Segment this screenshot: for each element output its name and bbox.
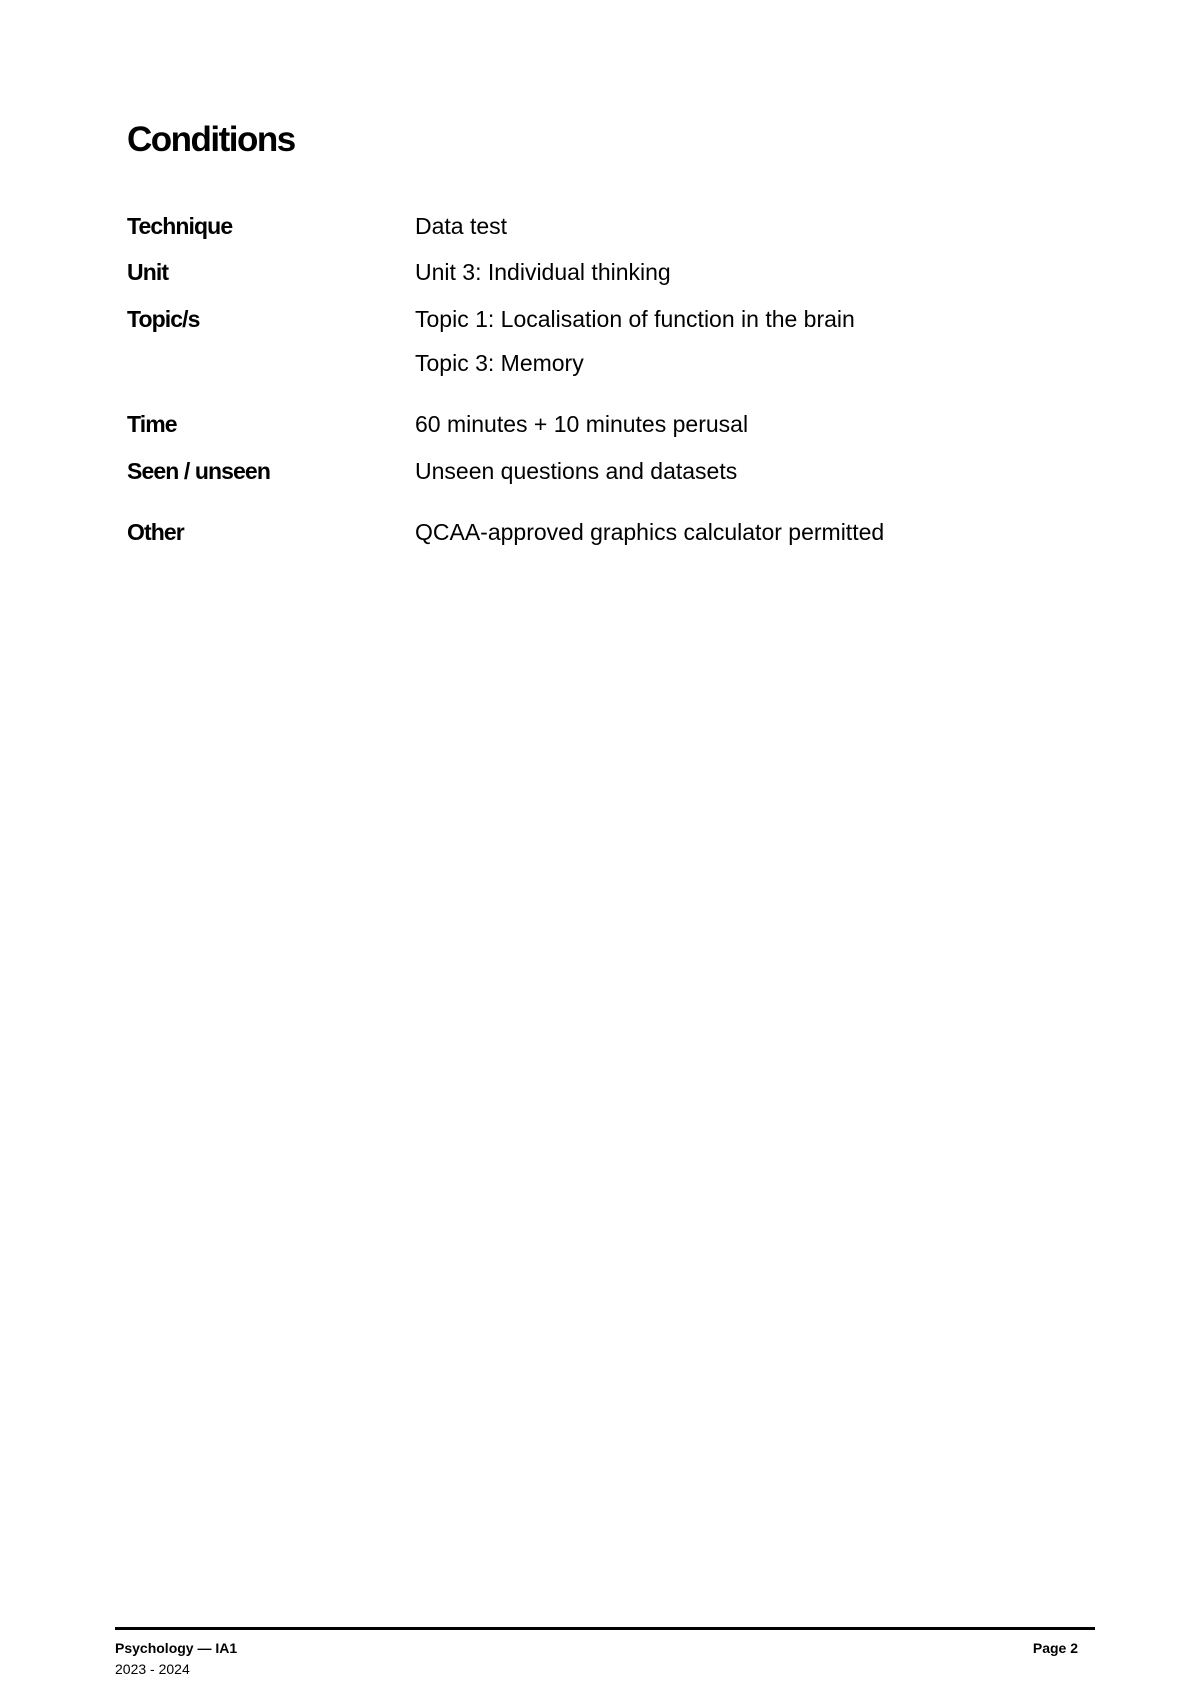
- page-title: Conditions: [127, 120, 295, 159]
- condition-row-technique: [127, 211, 1107, 241]
- condition-value: QCAA-approved graphics calculator permitted: [415, 519, 885, 545]
- condition-value: 60 minutes + 10 minutes perusal: [415, 411, 749, 437]
- condition-row-unit: [127, 257, 1107, 287]
- condition-value: Unseen questions and datasets: [415, 458, 738, 484]
- footer-page-number: Page 2: [1032, 1640, 1078, 1656]
- condition-label: Technique: [127, 213, 233, 239]
- footer-year: 2023 - 2024: [115, 1661, 190, 1677]
- condition-row-topics: [127, 304, 1107, 376]
- condition-label: Unit: [127, 259, 169, 285]
- footer-divider: [115, 1627, 1095, 1630]
- topic-item: Topic 3: Memory: [415, 350, 584, 376]
- condition-label: Other: [127, 519, 184, 545]
- condition-label: Topic/s: [127, 306, 200, 332]
- footer-subject: Psychology — IA1: [115, 1640, 238, 1656]
- condition-value-list: [415, 304, 855, 392]
- footer-left: [115, 1638, 237, 1680]
- condition-value: Unit 3: Individual thinking: [415, 259, 671, 285]
- condition-label: Seen / unseen: [127, 458, 270, 484]
- condition-row-time: [127, 409, 1107, 439]
- condition-value: Data test: [415, 213, 508, 239]
- condition-label: Time: [127, 411, 177, 437]
- condition-row-seen-unseen: [127, 456, 1107, 486]
- topic-item: Topic 1: Localisation of function in the brain: [415, 306, 855, 332]
- condition-row-other: [127, 517, 1107, 547]
